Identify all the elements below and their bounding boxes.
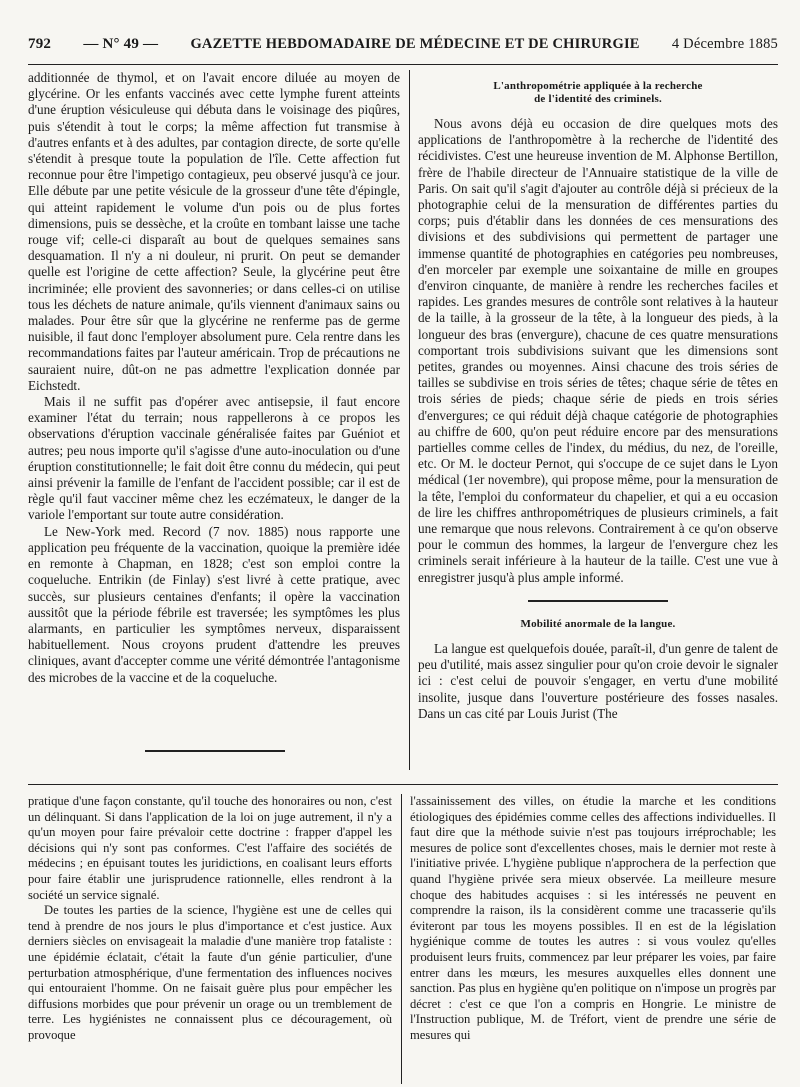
page-header <box>28 36 778 62</box>
column-end-rule <box>145 750 285 752</box>
article-title-tongue: Mobilité anormale de la langue. <box>520 617 676 630</box>
paragraph: Nous avons déjà eu occasion de dire quelques mots des applications de l'anthropomètre à la recherche de l'identité des récidivistes. C'est une heureuse invention de M. Alphonse Bertillon, frère de l'habile directeur de l'Annuaire statistique de la ville de Paris. On sait qu'il s'agit d'ajouter au contrôle déjà si précieux de la photographie celui de la mensuration de différentes parties du corps; puis d'établir dans les données de ces mensurations des divisions et des subdivisions qui permettent de partager une immense quantité de photographies en catégories peu nombreuses, d'en morceler par exemple une soixantaine de mille en groupes d'environ cinquante, de manière à rendre les recherches faciles et rapides. Les grandes mesures de contrôle sont relatives à la hauteur de la taille, à la grosseur de la tête, à la longueur des pieds, à la longueur des bras (envergure), chacune de ces quatre mensurations comportant trois subdivisions suivant que les dimensions sont petites, grandes ou moyennes. Ainsi chacune des trois séries de tailles se subdivise en trois séries de têtes; chaque série de têtes en trois séries de pieds; chaque série de pieds en trois séries d'envergures; ce qui réduit déjà chaque catégorie de photographies au chiffre de 600, qu'on peut réduire encore par des mensurations partielles comme celles de l'index, du médius, du nez, de l'oreille, etc. Or M. le docteur Pernot, qui s'occupe de ce sujet dans le Lyon médical (1er novembre), qui propose même, pour la mensuration de la tête, l'emploi du conformateur du chapelier, et qui a eu occasion de lire les chiffres anthropométriques de plusieurs criminels, a fait une remarque que nous relevons. Contrairement à ce qu'on observe pour le commun des hommes, la largeur de l'envergure chez les criminels serait inférieure à la hauteur de la taille. C'est une vue à enregistrer jusqu'à plus ample informé. <box>418 116 778 585</box>
top-right-column <box>418 80 778 776</box>
bottom-right-column <box>410 794 776 1084</box>
paragraph: l'assainissement des villes, on étudie la marche et les conditions étiologiques des épidémies comme celles des affections individuelles. Il faut dire que la méthode suivie n'est pas toujours irréprochable; les mesures de police sont d'excellentes choses, mais le dernier mot reste à l'initiative privée. L'hygiène publique n'approchera de la perfection que quand l'hygiène privée sera mieux observée. La meilleure mesure choque des habitudes acquises : si les intéressés ne peuvent en comprendre la raison, ils la considèrent comme une tracasserie qu'ils éviteront par tous les moyens possibles. Il en est de la législation hygiénique comme de toutes les autres : si vous voulez qu'elles produisent leurs fruits, commencez par leur préparer les voies, par faire entrer dans les mœurs, les mesures auxquelles elles donnent une sanction. Pas plus en hygiène qu'en politique on n'impose un progrès par décret : c'est ce que l'on a compris en Hongrie. Le ministre de l'Instruction publique, M. de Tréfort, vient de prendre une série de mesures qui <box>410 794 776 1042</box>
article-separator <box>528 600 668 602</box>
paragraph: pratique d'une façon constante, qu'il touche des honoraires ou non, c'est un délinquant. Si dans l'application de la loi on juge autrement, il n'y a qu'un moyen pour faire prévaloir cette doctrine : frapper d'appel les décisions qui n'y sont pas conformes. C'est l'affaire des sociétés de médecins ; en épuisant toutes les juridictions, en coalisant leurs efforts pour faire établir une jurisprudence rationnelle, elles rendront à la société un service signalé. <box>28 794 392 902</box>
issue-number: — N° 49 — <box>83 36 159 52</box>
issue-date: 4 Décembre 1885 <box>671 36 778 52</box>
paragraph: La langue est quelquefois douée, paraît-il, d'un genre de talent de peu d'utilité, mais assez singulier pour qu'on croie devoir le signaler ici : c'est celui de pouvoir s'engager, en vertu d'une mobilité insolite, jusque dans l'ouverture postérieure des fosses nasales. Dans un cas cité par Louis Jurist (The <box>418 640 778 721</box>
paragraph: De toutes les parties de la science, l'hygiène est une de celles qui tend à prendre de nos jours le plus d'importance et c'est justice. Aux derniers siècles on envisageait la maladie d'une manière trop fataliste : une épidémie éclatait, c'était la faute d'un génie particulier, d'une perturbation atmosphérique, d'une fermentation des influences nocives qui entouraient l'homme. On ne faisait guère plus pour empêcher les diffusions morbides que pour prévenir un orage ou un tremblement de terre. Les hygiénistes ne connaissent plus ce découragement, où provoque <box>28 903 392 1042</box>
top-left-column <box>28 70 400 738</box>
paragraph: additionnée de thymol, et on l'avait encore diluée au moyen de glycérine. Or les enfants vaccinés avec cette lymphe furent atteints d'une éruption vésiculeuse qui débuta dans le voisinage des piqûres, puis s'étendit à tout le corps; la même affection fut transmise à d'autres enfants et à des adultes, par contagion directe, de sorte qu'elle s'étendit à presque toute la population de l'île. Cette affection fut reconnue pour être l'impetigo contagieux, peu observé jusqu'à ce jour. Elle débute par une petite vésicule de la grosseur d'une tête d'épingle, qui atteint rapidement le volume d'un pois ou de plus fortes dimensions, puis se dessèche, et la croûte en tombant laisse une tache rouge vif; celle-ci disparaît au bout de quelques semaines sans desquamation. Il n'y a ni douleur, ni prurit. On peut se demander quelle est l'origine de cette affection? Seule, la glycérine peut être incriminée; elle provient des savonneries; or dans celles-ci on utilise tous les déchets de nature animale, qu'ils viennent d'animaux sains ou malades. Pour être sûr que la glycérine ne renferme pas de germe nuisible, il faut donc l'employer absolument pure. Cela rentre dans les recommandations faites par l'auteur américain. Trop de précautions ne sauraient nuire, dût-on ne pas admettre l'explication donnée par Eichstedt. <box>28 70 400 393</box>
bottom-left-column <box>28 794 392 1084</box>
article-title-anthropometry: L'anthropométrie appliquée à la recherche de l'identité des criminels. <box>493 80 703 105</box>
section-divider <box>28 784 778 785</box>
paragraph: Mais il ne suffit pas d'opérer avec antisepsie, il faut encore examiner l'état du terrain; nous rappellerons à ce propos les observations d'éruption vaccinale généralisée faites par Guéniot et autres; peu nous importe qu'il s'agisse d'une auto-inoculation ou d'une éruption constitutionnelle; le fait doit être connu du médecin, qui peut ainsi prévenir la famille de l'enfant de l'accident possible; car il est de règle qu'il faut vacciner même chez les eczémateux, le danger de la variole l'emportant sur toute autre considération. <box>28 394 400 523</box>
paragraph: Le New-York med. Record (7 nov. 1885) nous rapporte une application peu fréquente de la vaccination, quoique la première idée en remonte à Chapman, en 1828; c'est son emploi contre la coqueluche. Entrikin (de Finlay) s'est livré à cette pratique, avec succès, sur plusieurs centaines d'enfants; il opère la vaccination aussitôt que la période fébrile est traversée; les symptômes les plus alarmants, en particulier les symptômes nerveux, disparaissent habituellement. Nous croyons prudent d'attendre les preuves cliniques, avant d'accepter comme une vérité démontrée l'antagonisme des microbes de la vaccine et de la coqueluche. <box>28 523 400 685</box>
header-rule <box>28 64 778 65</box>
bottom-column-divider <box>401 794 402 1084</box>
journal-title: GAZETTE HEBDOMADAIRE DE MÉDECINE ET DE CHIRURGIE <box>190 36 640 52</box>
column-divider <box>409 70 410 770</box>
page-number: 792 <box>28 36 52 52</box>
